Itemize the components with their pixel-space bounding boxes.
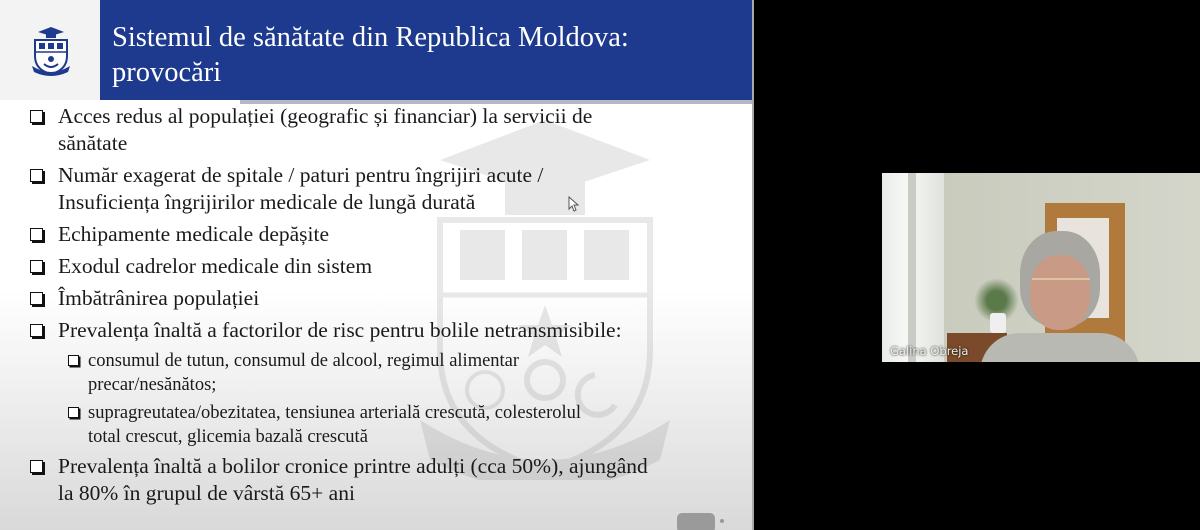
bullet-item: Prevalența înaltă a bolilor cronice printre adulți (cca 50%), ajungând la 80% în grupul de vârstă 65+ ani: [28, 453, 748, 507]
participant-name-label: Galina Obreja: [890, 344, 969, 358]
bullet-item: Îmbătrânirea populației: [28, 285, 748, 312]
checkbox-bullet-icon: [30, 292, 43, 305]
title-bar: [100, 0, 754, 100]
sub-bullet-item: supragreutatea/obezitatea, tensiunea arterială crescută, colesterolul total crescut, glicemia bazală crescută: [66, 401, 748, 449]
video-person-body: [980, 333, 1140, 362]
checkbox-bullet-icon: [68, 355, 79, 366]
checkbox-bullet-icon: [30, 260, 43, 273]
slide-title-line2: provocări: [112, 57, 222, 88]
video-window-frame: [908, 173, 916, 362]
bullet-item: Prevalența înaltă a factorilor de risc pentru bolile netransmisibile:: [28, 317, 748, 344]
university-crest-icon: [30, 26, 72, 76]
sub-bullet-item: consumul de tutun, consumul de alcool, regimul alimentar precar/nesănătos;: [66, 349, 748, 397]
slide-title-line1: Sistemul de sănătate din Republica Moldova:: [112, 22, 629, 53]
slide-content: [28, 103, 748, 512]
bullet-item: Număr exagerat de spitale / paturi pentru îngrijiri acute / Insuficiența îngrijirilor medicale de lungă durată: [28, 162, 748, 216]
slide-nav-dot: [720, 519, 724, 523]
checkbox-bullet-icon: [30, 110, 43, 123]
video-person-face: [1030, 255, 1090, 330]
checkbox-bullet-icon: [30, 169, 43, 182]
bullet-item: Exodul cadrelor medicale din sistem: [28, 253, 748, 280]
video-pot: [990, 313, 1006, 333]
checkbox-bullet-icon: [30, 460, 43, 473]
bullet-item: Echipamente medicale depășite: [28, 221, 748, 248]
mouse-pointer-icon: [568, 196, 580, 212]
participant-video-tile[interactable]: [882, 173, 1200, 362]
checkbox-bullet-icon: [30, 228, 43, 241]
logo-area: [0, 0, 100, 100]
bullet-item: Acces redus al populației (geografic și financiar) la servicii de sănătate: [28, 103, 748, 157]
checkbox-bullet-icon: [30, 324, 43, 337]
slide-nav-button[interactable]: [677, 513, 715, 530]
video-person-glasses: [1032, 278, 1090, 288]
checkbox-bullet-icon: [68, 407, 79, 418]
